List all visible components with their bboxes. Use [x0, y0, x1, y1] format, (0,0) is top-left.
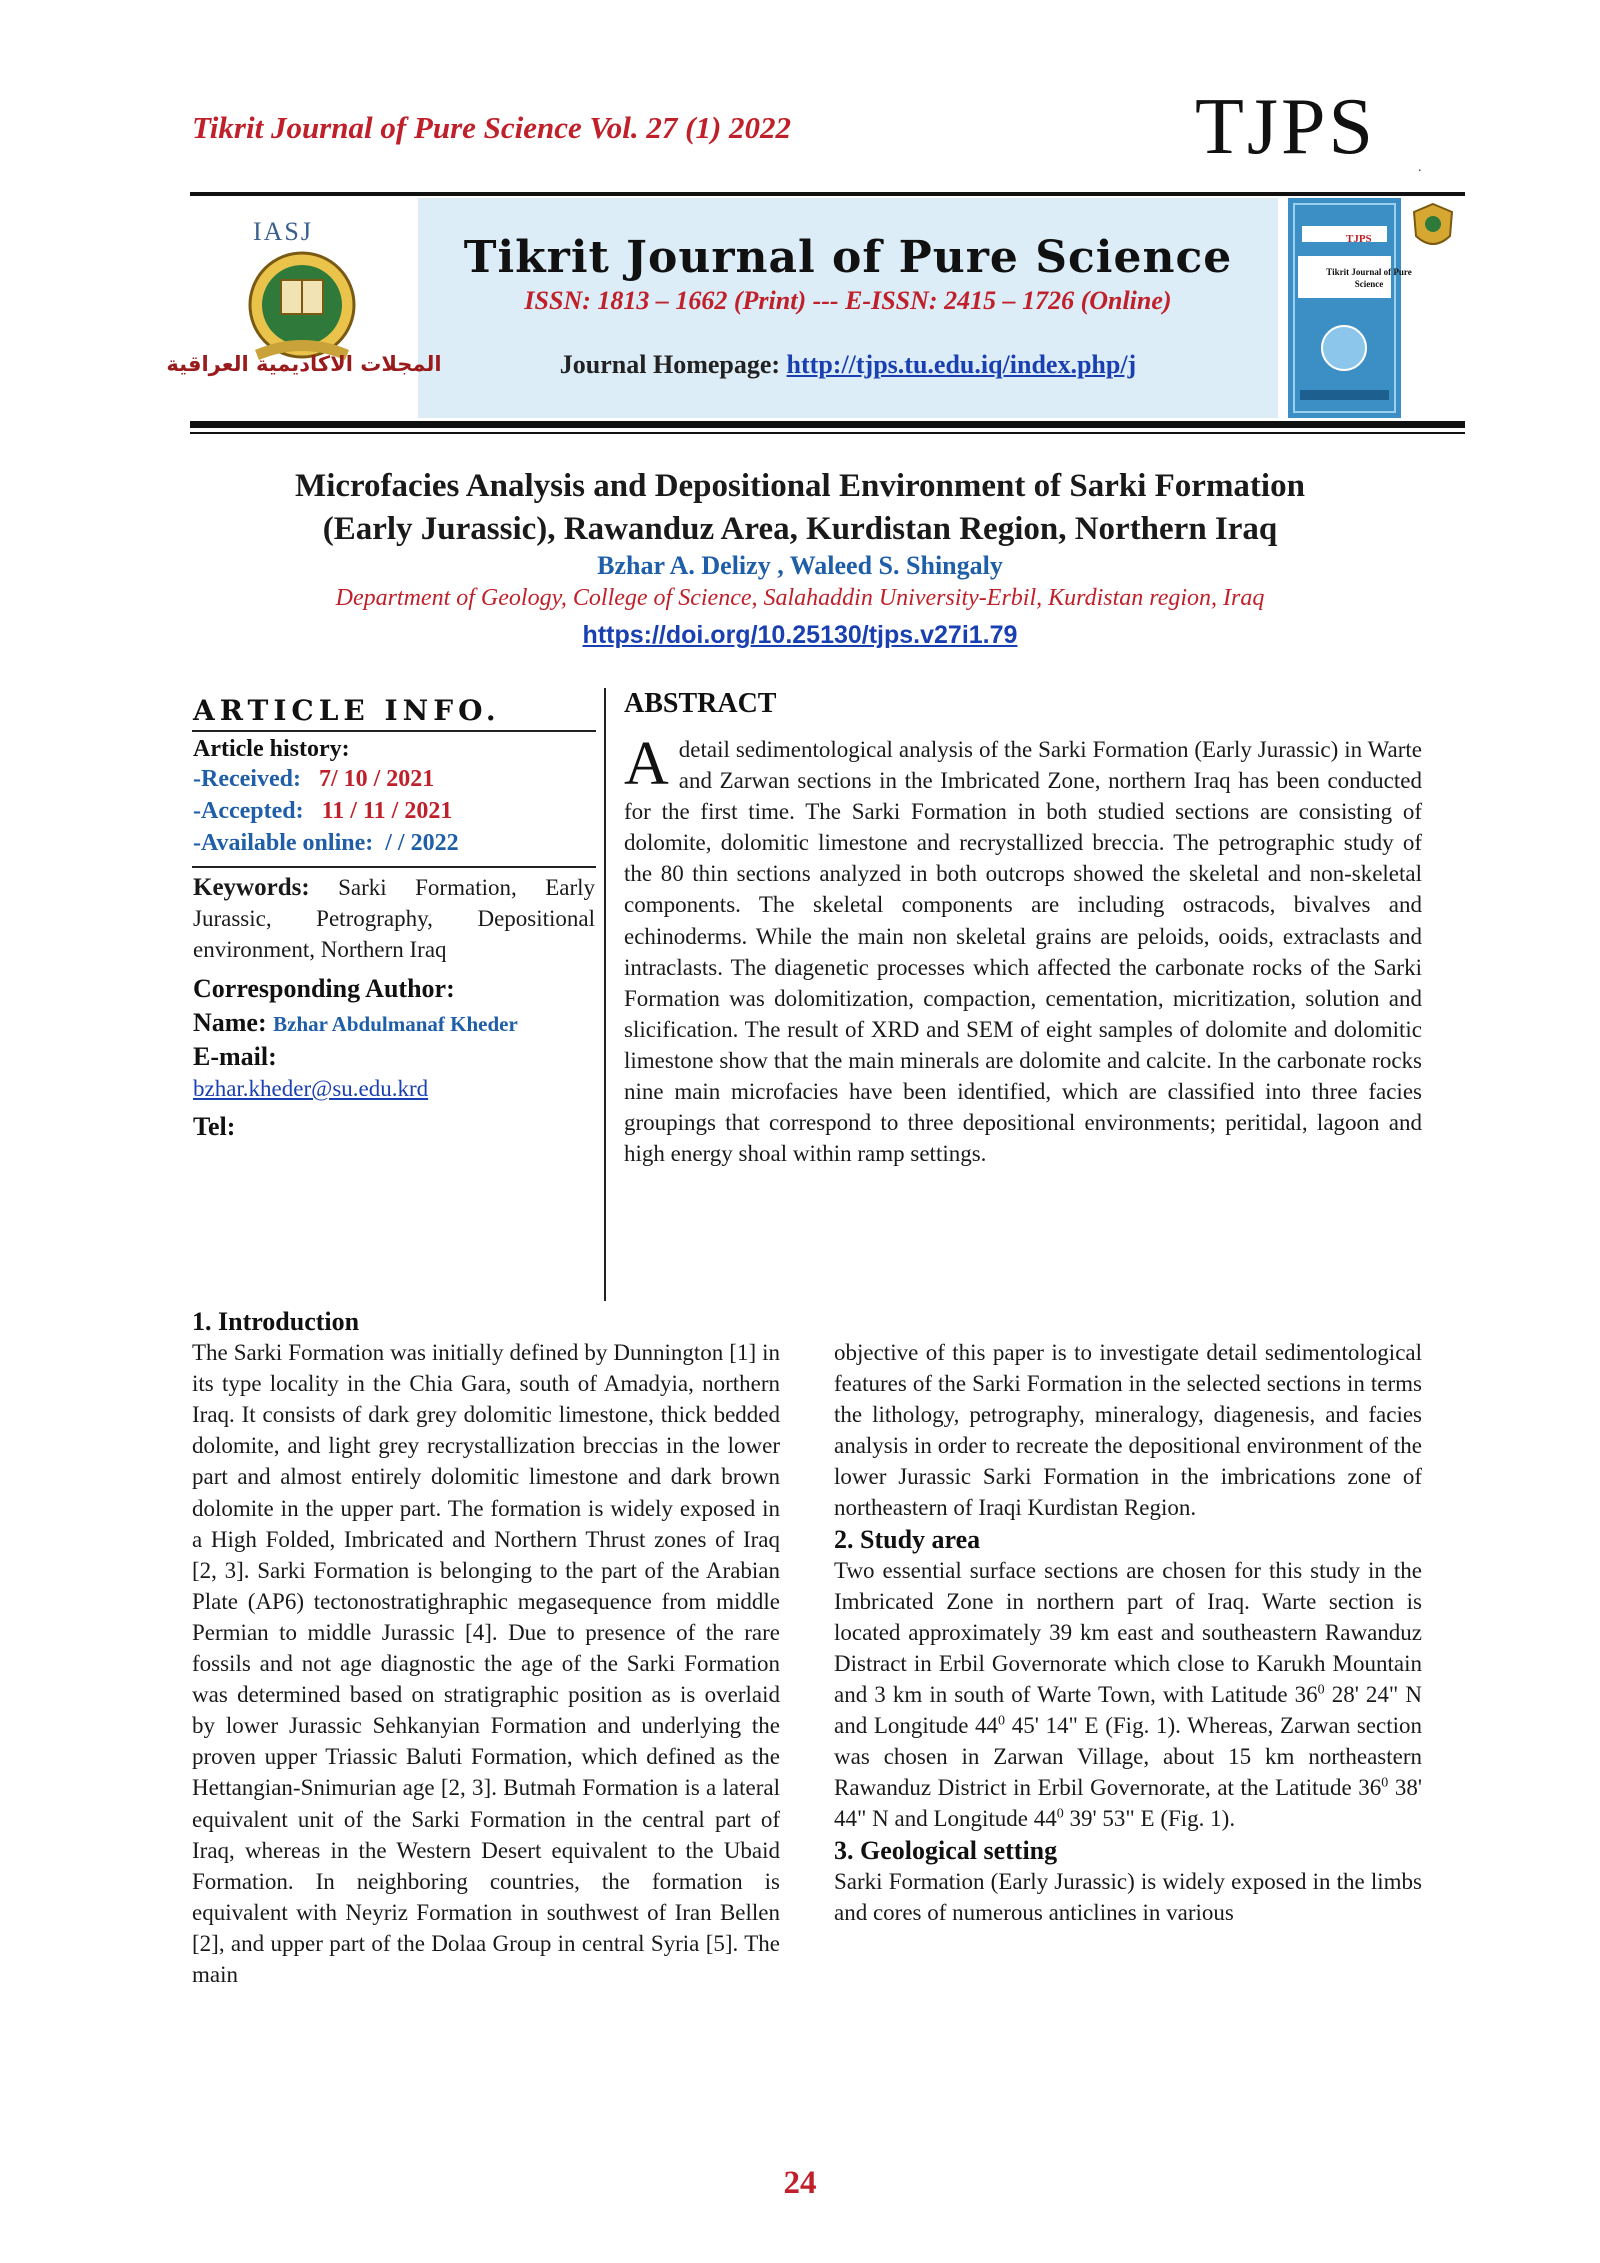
study-area-text-1: Two essential surface sections are chosen for this study in the Imbricated Zone in northern part of Iraq. Warte section is located approximately 39 km east and southeastern Rawanduz Distract in Erbil Governorate which close to Karukh Mountain and 3 km in south of Warte Town, with Latitude 36	[834, 1557, 1422, 1708]
accepted-date: 11 / 11 / 2021	[321, 798, 453, 824]
page-number: 24	[783, 2165, 817, 2201]
email-link[interactable]: bzhar.kheder@su.edu.krd	[193, 1076, 429, 1101]
degree-mark: 0	[1317, 1682, 1325, 1698]
paper-title-line-1: Microfacies Analysis and Depositional Environment of Sarki Formation	[295, 468, 1305, 504]
name-label: Name:	[193, 1008, 267, 1037]
running-head: Tikrit Journal of Pure Science Vol. 27 (1) 2022	[192, 110, 792, 145]
author-name-line	[193, 1008, 518, 1038]
homepage-line	[418, 350, 1278, 380]
info-rule	[192, 730, 596, 732]
cover-label: TJPS	[1346, 233, 1372, 245]
study-area-text-2: 28' 24" N and Longitude 44	[834, 1682, 1422, 1739]
study-area-text-3: 45' 14" E (Fig. 1). Whereas, Zarwan section was chosen in Zarwan Village, about 15 km northeastern Rawanduz District in Erbil Governorate, at the Latitude 36	[834, 1713, 1422, 1801]
tjps-logo: TJPS	[1195, 83, 1376, 171]
cover-title: Tikrit Journal of Pure Science	[1326, 267, 1412, 289]
received-label: -Received:	[193, 766, 301, 792]
corresponding-author-label: Corresponding Author:	[193, 974, 455, 1003]
doi-link[interactable]: https://doi.org/10.25130/tjps.v27i1.79	[582, 621, 1018, 649]
homepage-link[interactable]: http://tjps.tu.edu.iq/index.php/j	[786, 350, 1137, 379]
tel-label: Tel:	[193, 1112, 236, 1141]
banner-bottom-thin-rule	[190, 432, 1465, 434]
iasj-label: IASJ	[253, 217, 314, 246]
available-online-date: / / 2022	[385, 830, 459, 856]
degree-mark: 0	[1056, 1806, 1064, 1822]
accepted-line	[193, 798, 452, 825]
received-line	[193, 766, 434, 793]
introduction-continued: objective of this paper is to investigate detail sedimentological features of the Sarki Formation in the selected sections in terms the lithology, petrography, mineralogy, diagenesis, and facies analysis in order to recreate the depositional environment of the lower Jurassic Sarki Formation in the imbrications zone of northeastern of Iraqi Kurdistan Region.	[834, 1340, 1422, 1521]
banner-top-rule	[190, 192, 1465, 196]
email-label: E-mail:	[193, 1042, 277, 1071]
iasj-arabic-label: المجلات الاكاديمية العراقية	[166, 352, 442, 376]
issn-line: ISSN: 1813 – 1662 (Print) --- E-ISSN: 2415 – 1726 (Online)	[524, 286, 1172, 315]
received-date: 7/ 10 / 2021	[318, 766, 435, 792]
keywords-value: Sarki Formation, Early Jurassic, Petrography, Depositional environment, Northern Iraq	[193, 875, 595, 962]
affiliation: Department of Geology, College of Science, Salahaddin University-Erbil, Kurdistan region, Iraq	[335, 585, 1265, 611]
info-column-divider	[604, 688, 606, 1301]
author-name: Bzhar Abdulmanaf Kheder	[273, 1012, 518, 1036]
available-online-label: -Available online:	[193, 830, 374, 856]
info-rule	[192, 866, 596, 868]
abstract-text: detail sedimentological analysis of the Sarki Formation (Early Jurassic) in Warte and Zarwan sections in the Imbricated Zone, northern Iraq has been conducted for the first time. The Sarki Formation in both studied sections are consisting of dolomite, dolomitic limestone and recrystallized breccia. The petrographic study of the 80 thin sections analyzed in both outcrops showed the skeletal and non-skeletal components. The skeletal components are including ostracods, bivalves and echinoderms. While the main non skeletal grains are peloids, ooids, extraclasts and intraclasts. The diagenetic processes which affected the carbonate rocks of the Sarki Formation was dolomitization, compaction, cementation, micritization, solution and slicification. The result of XRD and SEM of eight samples of dolomite and dolomitic limestone show that the main minerals are dolomite and calcite. In the carbonate rocks nine main microfacies have been identified, which are classified into three facies groupings that correspond to three depositional environments; peritidal, lagoon and high energy shoal within ramp settings.	[624, 737, 1422, 1167]
banner-bottom-rule	[190, 421, 1465, 428]
introduction-text: The Sarki Formation was initially defined by Dunnington [1] in its type locality in the Chia Gara, south of Amadyia, northern Iraq. It consists of dark grey dolomitic limestone, thick bedded dolomite, and light grey recrystallization breccias in the lower part and almost entirely dolomitic limestone and dark brown dolomite in the upper part. The formation is widely exposed in a High Folded, Imbricated and Northern Thrust zones of Iraq [2, 3]. Sarki Formation is belonging to the part of the Arabian Plate (AP6) tectonostratighraphic megasequence from middle Permian to middle Jurassic [4]. Due to presence of the rare fossils and not age diagnostic the age of the Sarki Formation was determined based on stratigraphic position as is overlaid by lower Jurassic Sehkanyian Formation and underlying the proven upper Triassic Baluti Formation, which defined as the Hettangian-Snimurian age [2, 3]. Butmah Formation is a lateral equivalent unit of the Sarki Formation in the central part of Iraq, whereas in the Western Desert equivalent to the Ubaid Formation. In neighboring countries, the formation is equivalent with Neyriz Formation in southwest of Iran Bellen [2], and upper part of the Dolaa Group in central Syria [5]. The main	[192, 1340, 780, 1987]
journal-title: Tikrit Journal of Pure Science	[463, 232, 1233, 283]
study-area-text	[834, 1555, 1422, 1835]
abstract-drop-cap: A	[624, 730, 669, 798]
available-online-line	[193, 830, 459, 857]
study-area-heading: 2. Study area	[834, 1524, 981, 1554]
paper-title	[160, 465, 1440, 551]
degree-mark: 0	[998, 1713, 1006, 1729]
introduction-heading: 1. Introduction	[192, 1307, 360, 1336]
journal-cover-thumbnail	[1288, 198, 1401, 418]
university-crest-icon	[1408, 200, 1458, 256]
homepage-label: Journal Homepage:	[559, 350, 787, 379]
keywords-label: Keywords:	[193, 874, 310, 901]
degree-mark: 0	[1381, 1775, 1389, 1791]
article-info-heading: ARTICLE INFO.	[193, 694, 501, 727]
body-column-left	[192, 1306, 780, 1990]
keywords	[193, 872, 595, 965]
article-history-label: Article history:	[193, 736, 350, 762]
accepted-label: -Accepted:	[193, 798, 304, 824]
abstract-body	[624, 730, 1422, 1169]
abstract-heading: ABSTRACT	[624, 688, 777, 719]
logo-dot: .	[1418, 160, 1422, 175]
geological-setting-text: Sarki Formation (Early Jurassic) is widely exposed in the limbs and cores of numerous anticlines in various	[834, 1868, 1422, 1925]
study-area-text-4: 38' 44" N and Longitude 44	[834, 1775, 1422, 1832]
authors: Bzhar A. Delizy , Waleed S. Shingaly	[597, 551, 1003, 580]
study-area-text-5: 39' 53" E (Fig. 1).	[1063, 1806, 1236, 1832]
paper-title-line-2: (Early Jurassic), Rawanduz Area, Kurdistan Region, Northern Iraq	[322, 511, 1278, 547]
geological-setting-heading: 3. Geological setting	[834, 1835, 1058, 1865]
body-column-right	[834, 1337, 1422, 1928]
